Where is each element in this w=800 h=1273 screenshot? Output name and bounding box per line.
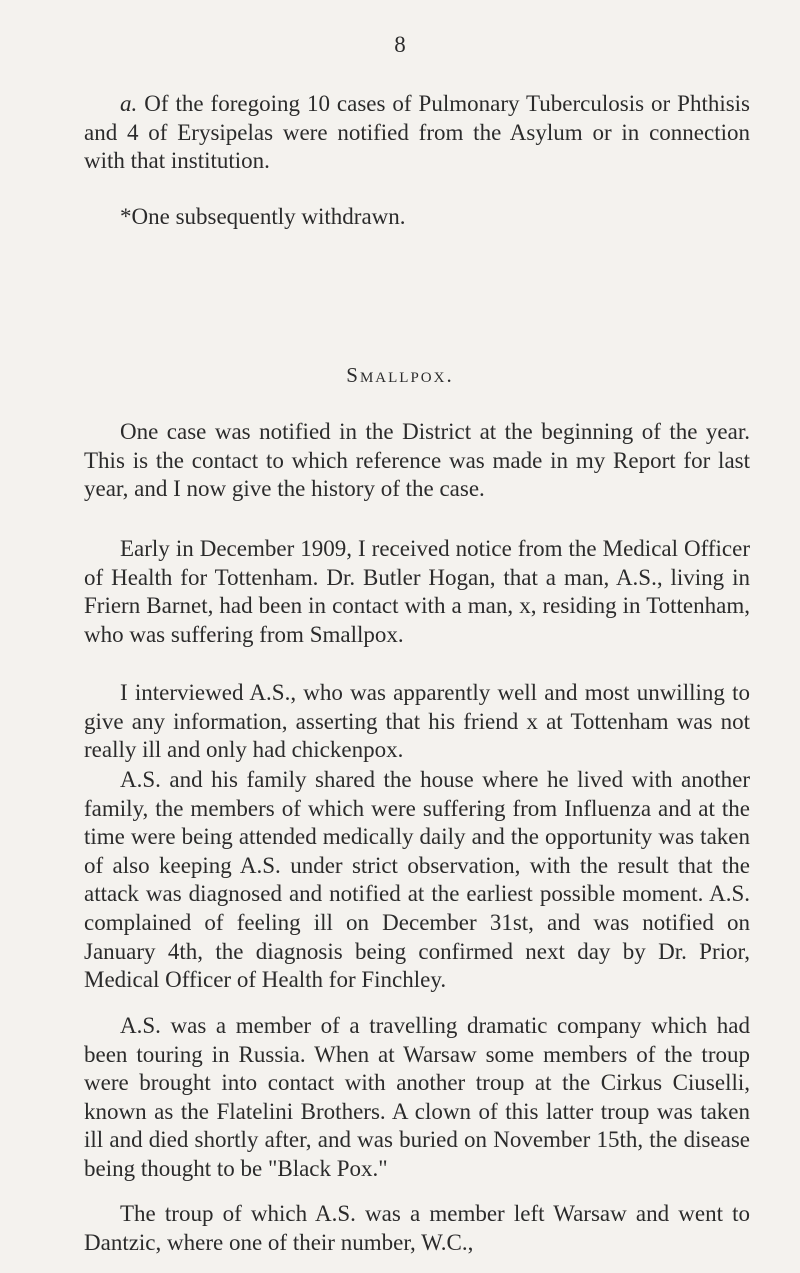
paragraph-a xyxy=(84,90,750,176)
paragraph-a-text: Of the foregoing 10 cases of Pulmonary Tuberculosis or Phthisis and 4 of Erysipelas were notified from the Asylum or in connection with that institution. xyxy=(84,91,751,174)
footnote: *One subsequently withdrawn. xyxy=(120,204,406,229)
page-number: 8 xyxy=(394,32,406,57)
paragraph-5: A.S. was a member of a travelling dramatic company which had been touring in Russia. When at Warsaw some members of the troup were brought into contact with another troup at the Cirkus Ciuselli, known as the Flatelini Brothers. A clown of this latter troup was taken ill and died shortly after, and was buried on November 15th, the disease being thought to be "Black Pox." xyxy=(84,1013,750,1181)
paragraph-3: I interviewed A.S., who was apparently well and most unwilling to give any information, asserting that his friend x at Tottenham was not really ill and only had chickenpox. xyxy=(84,680,750,763)
paragraph-a-marker: a. xyxy=(120,91,138,116)
paragraph-4: A.S. and his family shared the house where he lived with another family, the members of which were suffering from Influenza and at the time were being attended medically daily and the opportunity was taken of also keeping A.S. under strict observation, with the result that the attack was diagnosed and notified at the earliest possible moment. A.S. complained of feeling ill on December 31st, and was notified on January 4th, the diagnosis being confirmed next day by Dr. Prior, Medical Officer of Health for Finchley. xyxy=(84,767,750,993)
paragraph-1: One case was notified in the District at the beginning of the year. This is the contact to which reference was made in my Report for last year, and I now give the history of the case. xyxy=(84,419,750,502)
paragraph-2: Early in December 1909, I received notice from the Medical Officer of Health for Tottenham. Dr. Butler Hogan, that a man, A.S., living in Friern Barnet, had been in contact with a man, x, residing in Tottenham, who was suffering from Smallpox. xyxy=(84,536,750,647)
section-heading: Smallpox. xyxy=(346,363,454,387)
paragraph-6: The troup of which A.S. was a member left Warsaw and went to Dantzic, where one of their number, W.C., xyxy=(84,1201,750,1255)
